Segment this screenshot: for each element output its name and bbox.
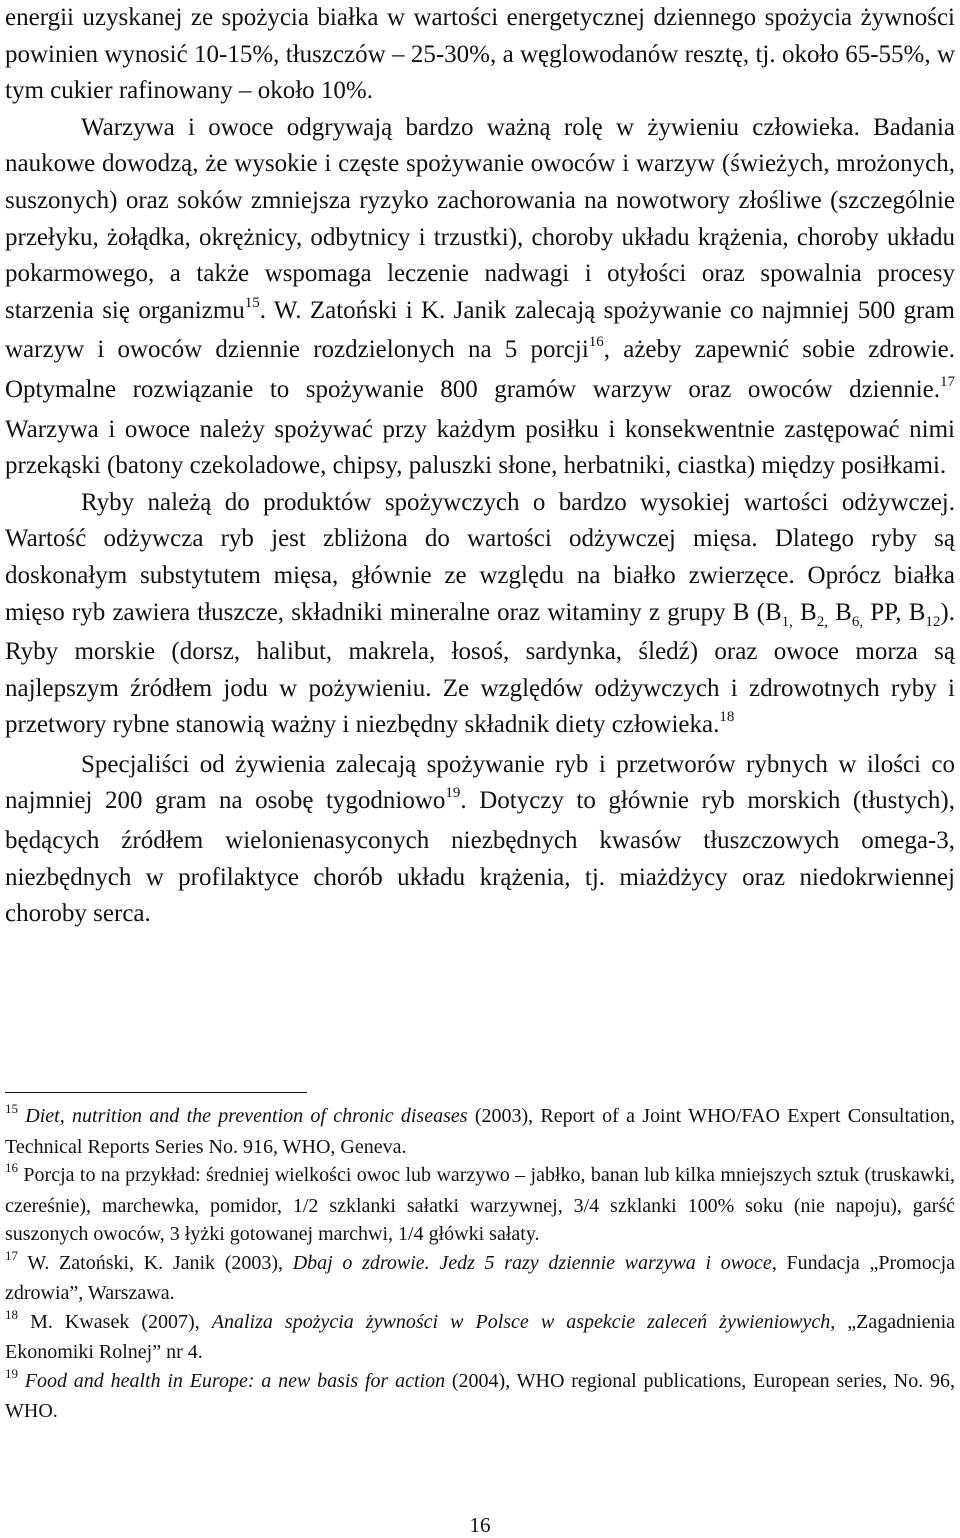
- footnote-number: 15: [5, 1101, 18, 1116]
- footnote-18: $^{18}$ M. Kwasek (2007), Analiza spożycia żywności w Polsce w aspekcie zaleceń żywieniowych, „Zagadnienia Ekonomiki Rolnej” nr 4.: [5, 1306, 956, 1363]
- subscript-b2: 2,: [816, 613, 828, 630]
- footnote-15: $^{15}$ Diet, nutrition and the prevention of chronic diseases (2003), Report of a Joint WHO/FAO Expert Consultation, Technical Reports Series No. 916, WHO, Geneva.: [5, 1101, 956, 1158]
- footnote-number: 19: [5, 1365, 18, 1381]
- footnote-separator: [5, 1092, 307, 1093]
- footnotes: [5, 1102, 955, 1426]
- subscript-b6: 6,: [851, 613, 864, 630]
- paragraph-energy: energii uzyskanej ze spożycia białka w wartości energetycznej dziennego spożycia żywności powinien wynosić 10-15%, tłuszczów – 25-30%, a węglowodanów resztę, tj. około 65-55%, w tym cukier rafinowany – około 10%.: [5, 4, 955, 105]
- main-text: [5, 0, 955, 933]
- paragraph-recommendation: Specjaliści od żywienia zalecają spożywanie ryb i przetworów rybnych w ilości co najmniej 200 gram na osobę tygodniowo$^{19}$. Dotyczy to głównie ryb morskich (tłustych), będących źródłem wielonienasyconych niezbędnych kwasów tłuszczowych omega-3, niezbędnych w profilaktyce chorób układu krążenia, tj. miażdżycy oraz niedokrwiennej choroby serca.: [5, 750, 955, 928]
- footnote-number: 16: [5, 1160, 18, 1175]
- page-number: 16: [469, 1513, 491, 1537]
- footnote-ref-18: 18: [719, 709, 735, 726]
- footnote-title: Diet, nutrition and the prevention of chronic diseases: [25, 1105, 468, 1127]
- footnote-number: 18: [5, 1306, 18, 1322]
- paragraph-fish: Ryby należą do produktów spożywczych o bardzo wysokiej wartości odżywczej. Wartość odżywcza ryb jest zbliżona do wartości odżywczej mięsa. Dlatego ryby są doskonałym substytutem mięsa, głównie ze względu na białko zwierzęce. Oprócz białka mięso ryb zawiera tłuszcze, składniki mineralne oraz witaminy z grupy B ($B_{1,}$ $B_{2,}$ $B_{6,}$ PP, $B_{12}$). Ryby morskie (dorsz, halibut, makrela, łosoś, sardynka, śledź) oraz owoce morza są najlepszym źródłem jodu w pożywieniu. Ze względów odżywczych i zdrowotnych ryby i przetwory rybne stanowią ważny i niezbędny składnik diety człowieka.$^{18}$: [5, 488, 955, 739]
- footnote-ref-15: 15: [244, 294, 260, 311]
- footnote-ref-19: 19: [445, 785, 461, 802]
- footnote-ref-16: 16: [588, 334, 604, 351]
- footnote-title: Dbaj o zdrowie. Jedz 5 razy dziennie warzywa i owoce: [292, 1251, 772, 1274]
- footnote-17: $^{17}$ W. Zatoński, K. Janik (2003), Dbaj o zdrowie. Jedz 5 razy dziennie warzywa i owoce, Fundacja „Promocja zdrowia”, Warszawa.: [5, 1247, 956, 1304]
- subscript-b1: 1,: [781, 613, 793, 630]
- footnote-number: 17: [5, 1247, 18, 1263]
- footnote-19: $^{19}$ Food and health in Europe: a new basis for action (2004), WHO regional publications, European series, No. 96, WHO.: [5, 1365, 956, 1422]
- footnote-title: Analiza spożycia żywności w Polsce w aspekcie zaleceń żywieniowych: [211, 1310, 831, 1333]
- subscript-b12: 12: [925, 613, 941, 630]
- paragraph-vegetables: Warzywa i owoce odgrywają bardzo ważną rolę w żywieniu człowieka. Badania naukowe dowodzą, że wysokie i częste spożywanie owoców i warzyw (świeżych, mrożonych, suszonych) oraz soków zmniejsza ryzyko zachorowania na nowotwory złośliwe (szczególnie przełyku, żołądka, okrężnicy, odbytnicy i trzustki), choroby układu krążenia, choroby układu pokarmowego, a także wspomaga leczenie nadwagi i otyłości oraz spowalnia procesy starzenia się organizmu$^{15}$. W. Zatoński i K. Janik zalecają spożywanie co najmniej 500 gram warzyw i owoców dziennie rozdzielonych na 5 porcji$^{16}$, ażeby zapewnić sobie zdrowie. Optymalne rozwiązanie to spożywanie 800 gramów warzyw oraz owoców dziennie.$^{17}$ Warzywa i owoce należy spożywać przy każdym posiłku i konsekwentnie zastępować nimi przekąski (batony czekoladowe, chipsy, paluszki słone, herbatniki, ciastka) między posiłkami.: [5, 113, 955, 480]
- footnote-ref-17: 17: [940, 373, 955, 390]
- footnote-title: Food and health in Europe: a new basis for action: [24, 1369, 446, 1392]
- footnote-16: $^{16}$ Porcja to na przykład: średniej wielkości owoc lub warzywo – jabłko, banan lub kilka mniejszych sztuk (truskawki, czereśnie), marchewka, pomidor, 1/2 szklanki sałatki warzywnej, 3/4 szklanki 100% soku (nie napoju), garść suszonych owoców, 3 łyżki gotowanej marchwi, 1/4 główki sałaty.: [5, 1160, 956, 1245]
